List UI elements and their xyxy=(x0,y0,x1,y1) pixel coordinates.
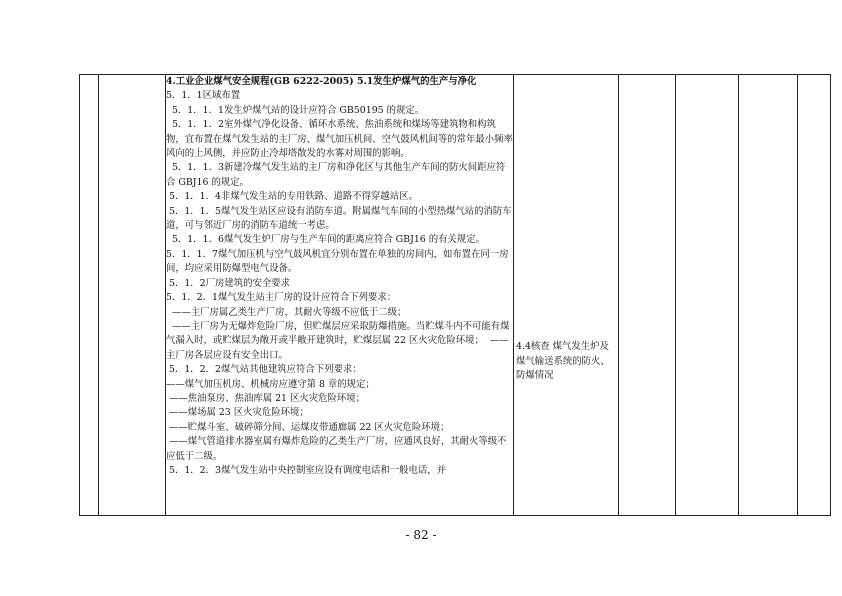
regulation-line: 5．1．1．2室外煤气净化设备、循环水系统、焦油系统和煤场等建筑物和构筑物，宜布置在煤气发生站的主厂房、煤气加压机间、空气鼓风机间等的常年最小频率风向的上风侧，并应防止冷却塔散发的水雾对周围的影响。 xyxy=(166,119,513,160)
category-cell xyxy=(99,75,166,516)
index-cell xyxy=(80,75,99,516)
regulation-line: 5．1．1．1发生炉煤气站的设计应符合 GB50195 的规定。 xyxy=(166,104,425,116)
regulation-line: 5．1．1．6煤气发生炉厂房与生产车间的距离应符合 GBJ16 的有关规定。 xyxy=(166,234,485,246)
regulation-line: 5．1．2．1煤气发生站主厂房的设计应符合下列要求： xyxy=(166,292,397,304)
regulation-line: 5．1．2厂房建筑的安全要求 xyxy=(166,277,291,289)
regulation-line: 5．1．1．7煤气加压机与空气鼓风机宜分别布置在单独的房间内，如布置在同一房间，均应采用防爆型电气设备。 xyxy=(166,248,509,275)
regulation-line: 5．1．2．2煤气站其他建筑应符合下列要求： xyxy=(166,364,362,376)
regulation-line: 5．1．1．3新建冷煤气发生站的主厂房和净化区与其他生产车间的防火间距应符合 GBJ16 的规定。 xyxy=(166,162,506,188)
regulation-line: ——煤气加压机房、机械房应遵守第 8 章的规定； xyxy=(166,378,375,390)
regulation-content-cell xyxy=(166,75,514,516)
regulation-line: 5．1．1．5煤气发生站区应设有消防车道。附属煤气车间的小型热煤气站的消防车道，可与邻近厂房的消防车道统一考虑。 xyxy=(166,205,512,232)
regulation-line: 5．1．1．4非煤气发生站的专用铁路、道路不得穿越站区。 xyxy=(166,191,418,203)
empty-cell xyxy=(798,75,831,516)
regulation-line: ——贮煤斗室、破碎筛分间、运煤皮带通廊属 22 区火灾危险环境； xyxy=(166,421,450,433)
regulation-line: 5．1．1区域布置 xyxy=(166,90,241,102)
regulation-line: ——焦油泵房、焦油库属 21 区火灾危险环境； xyxy=(166,392,366,404)
empty-cell xyxy=(619,75,676,516)
regulation-line: ——主厂房为无爆炸危险厂房，但贮煤层应采取防爆措施。当贮煤斗内不可能有煤气漏入时，或贮煤层为敞开或半敞开建筑时，贮煤层属 22 区火灾危险环境； ——主厂房各层应设有安全出口。 xyxy=(166,320,510,361)
section-title: 4.工业企业煤气安全规程(GB 6222-2005) 5.1发生炉煤气的生产与净化 xyxy=(166,76,477,87)
regulation-line: 5．1．2．3煤气发生站中央控制室应设有调度电话和一般电话，并 xyxy=(166,464,446,476)
empty-cell xyxy=(676,75,739,516)
empty-cell xyxy=(739,75,798,516)
page-number: - 82 - xyxy=(405,528,437,542)
check-item-cell xyxy=(514,75,619,516)
regulation-text xyxy=(166,75,513,515)
regulation-line: ——主厂房属乙类生产厂房，其耐火等级不应低于二级； xyxy=(166,306,407,318)
table-row xyxy=(80,75,831,516)
regulation-table xyxy=(79,74,831,516)
check-item-text: 4.4核查 煤气发生炉及煤气输送系统的防火、防爆情况 xyxy=(516,341,610,382)
regulation-line: ——煤气管道排水器室属有爆炸危险的乙类生产厂房，应通风良好，其耐火等级不应低于二级。 xyxy=(166,436,507,462)
regulation-line: ——煤场属 23 区火灾危险环境； xyxy=(166,407,309,419)
